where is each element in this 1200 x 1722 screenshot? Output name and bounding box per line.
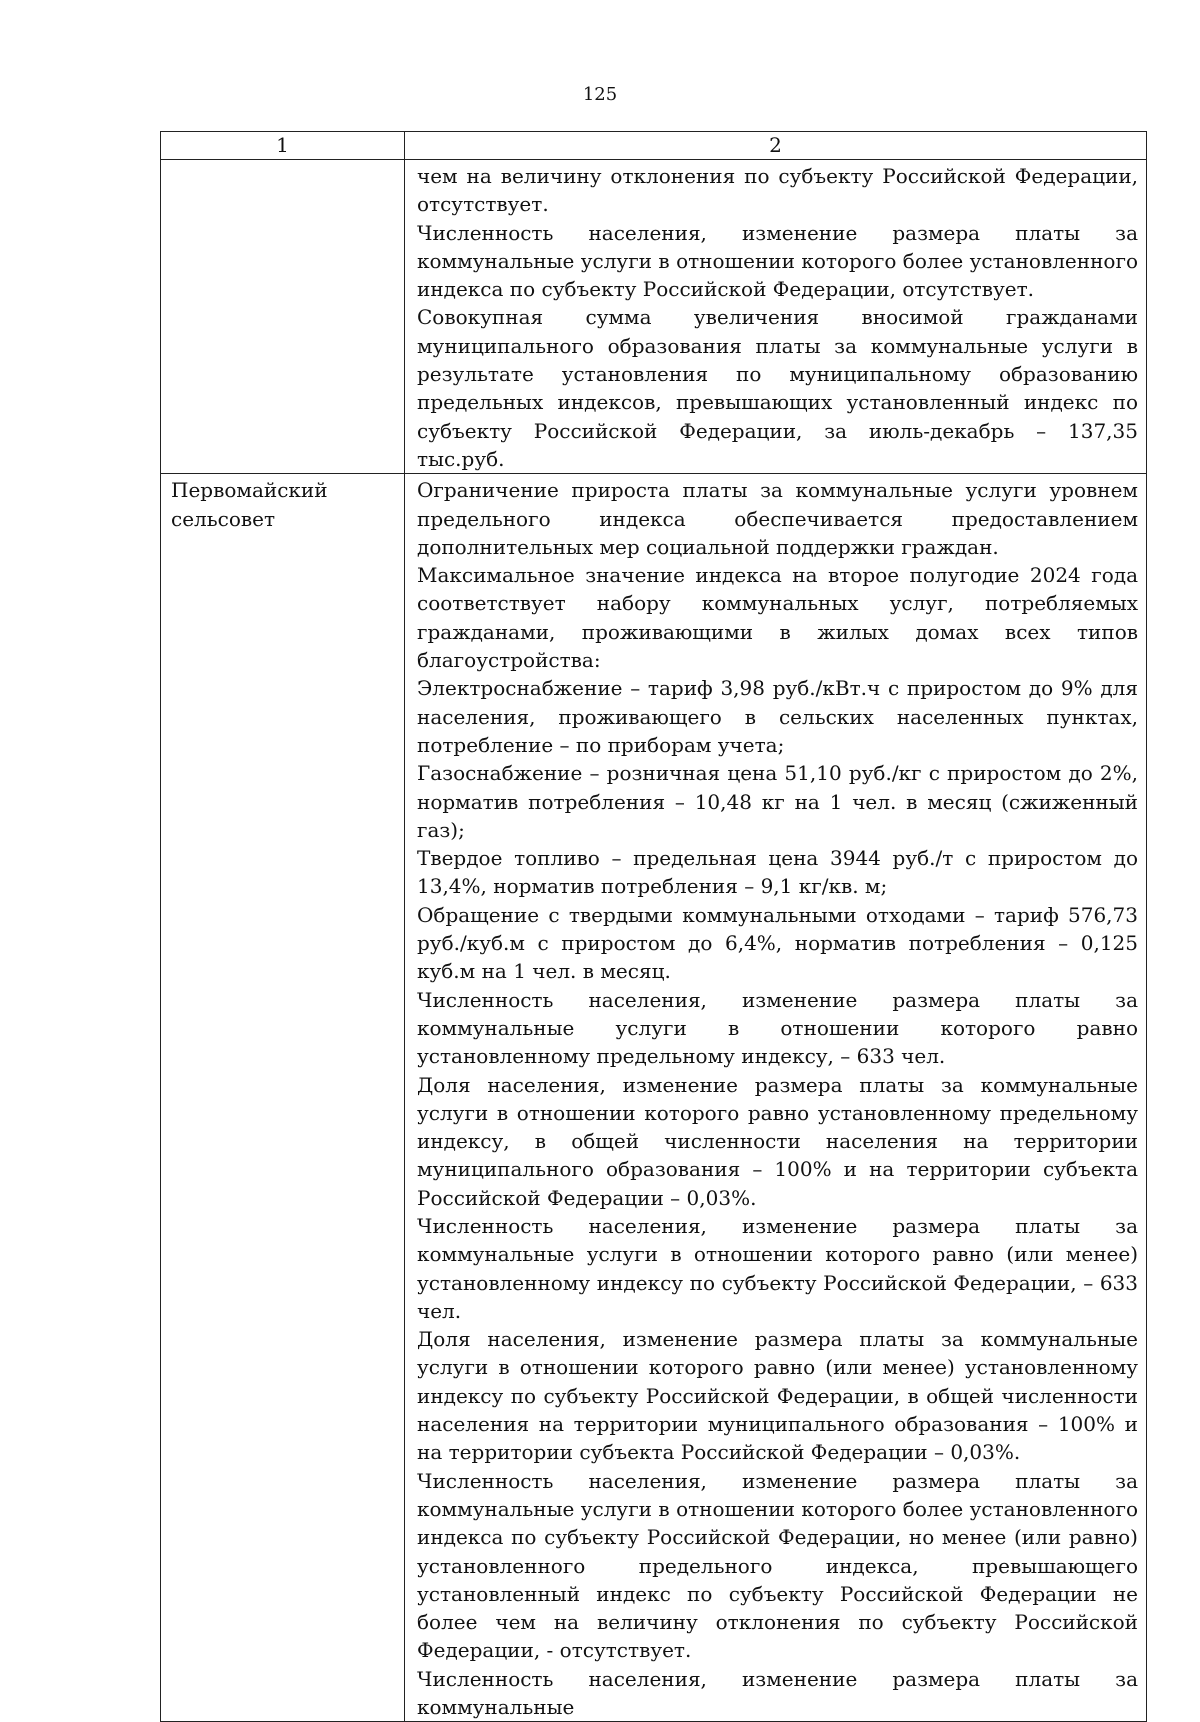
paragraph: Максимальное значение индекса на второе полугодие 2024 года соответствует набору коммунальных услуг, потребляемых гражданами, проживающими в жилых домах всех типов благоустройства: [417,563,1138,673]
document-table [160,131,1147,1722]
paragraph: Численность населения, изменение размера платы за коммунальные услуги в отношении которого равно (или менее) установленному индексу по субъекту Российской Федерации, – 633 чел. [417,1213,1138,1323]
description-cell [405,474,1147,1722]
paragraph: чем на величину отклонения по субъекту Российской Федерации, отсутствует. [417,164,1138,217]
page-number: 125 [582,84,618,105]
paragraph: Твердое топливо – предельная цена 3944 руб./т с приростом до 13,4%, норматив потребления – 9,1 кг/кв. м; [417,846,1138,899]
paragraph: Доля населения, изменение размера платы за коммунальные услуги в отношении которого равно установленному предельному индексу, в общей численности населения на территории муниципального образования – 100% и на территории субъекта Российской Федерации – 0,03%. [417,1072,1138,1210]
description-cell [405,160,1147,474]
table-header-row [161,132,1147,160]
paragraph: Электроснабжение – тариф 3,98 руб./кВт.ч с приростом до 9% для населения, проживающего в сельских населенных пунктах, потребление – по приборам учета; [417,676,1138,757]
municipality-name: Первомайский сельсовет [171,478,328,531]
paragraph: Численность населения, изменение размера платы за коммунальные [417,1666,1138,1720]
column-header-1: 1 [161,132,405,160]
table-row [161,474,1147,1722]
paragraph: Обращение с твердыми коммунальными отходами – тариф 576,73 руб./куб.м с приростом до 6,4%, норматив потребления – 0,125 куб.м на 1 чел. в месяц. [417,902,1138,984]
column-header-2: 2 [405,132,1147,160]
paragraph: Численность населения, изменение размера платы за коммунальные услуги в отношении которого более установленного индекса по субъекту Российской Федерации, отсутствует. [417,220,1138,302]
paragraph: Газоснабжение – розничная цена 51,10 руб./кг с приростом до 2%, норматив потребления – 10,48 кг на 1 чел. в месяц (сжиженный газ); [417,761,1138,842]
municipality-cell [161,474,405,1722]
paragraph: Численность населения, изменение размера платы за коммунальные услуги в отношении которого более установленного индекса по субъекту Российской Федерации, но менее (или равно) установленного предельного индекса, превышающего установленный индекс по субъекту Российской Федерации не более чем на величину отклонения по субъекту Российской Федерации, - отсутствует. [417,1468,1138,1663]
municipality-cell [161,160,405,474]
paragraph: Совокупная сумма увеличения вносимой гражданами муниципального образования платы за коммунальные услуги в результате установления по муниципальному образованию предельных индексов, превышающих установленный индекс по субъекту Российской Федерации, за июль-декабрь – 137,35 тыс.руб. [417,305,1138,471]
paragraph: Ограничение прироста платы за коммунальные услуги уровнем предельного индекса обеспечивается предоставлением дополнительных мер социальной поддержки граждан. [417,478,1138,559]
paragraph: Доля населения, изменение размера платы за коммунальные услуги в отношении которого равно (или менее) установленному индексу по субъекту Российской Федерации, в общей численности населения на территории муниципального образования – 100% и на территории субъекта Российской Федерации – 0,03%. [417,1327,1138,1465]
table-row [161,160,1147,474]
paragraph: Численность населения, изменение размера платы за коммунальные услуги в отношении которого равно установленному предельному индексу, – 633 чел. [417,987,1138,1069]
